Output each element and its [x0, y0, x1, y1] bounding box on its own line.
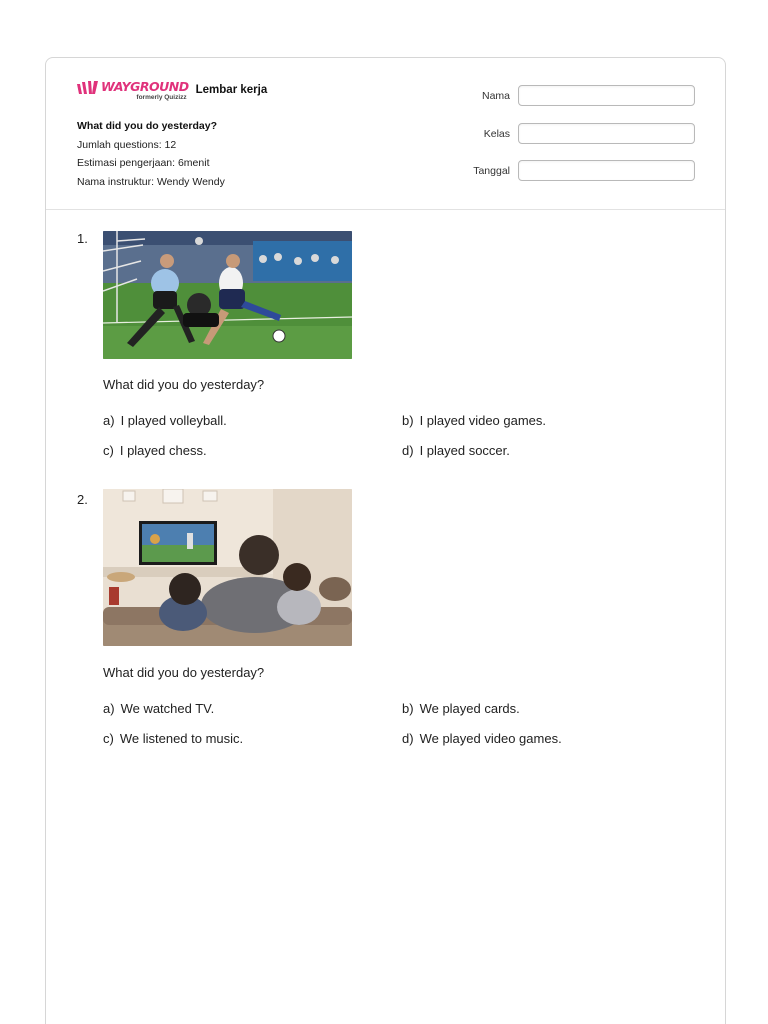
option-c[interactable]	[103, 731, 243, 746]
option-text: I played volleyball.	[120, 413, 227, 428]
option-text: We played video games.	[419, 731, 562, 746]
quiz-meta	[77, 117, 225, 191]
option-b[interactable]	[402, 413, 546, 428]
class-label: Kelas	[483, 127, 510, 140]
question-2	[77, 489, 697, 759]
option-letter: a)	[103, 413, 115, 428]
sheet-type: Lembar kerja	[195, 84, 268, 96]
wayground-mark-icon	[77, 81, 99, 94]
wayground-logo	[77, 80, 189, 101]
option-letter: a)	[103, 701, 115, 716]
option-a[interactable]	[103, 413, 227, 428]
class-field-row	[446, 123, 695, 144]
option-d[interactable]	[402, 443, 510, 458]
class-input[interactable]	[518, 123, 695, 144]
option-letter: d)	[402, 731, 414, 746]
worksheet-header	[46, 58, 725, 210]
name-label: Nama	[481, 89, 510, 102]
option-a[interactable]	[103, 701, 214, 716]
option-letter: b)	[402, 413, 414, 428]
soccer-players-photo	[103, 231, 352, 359]
option-text: I played video games.	[419, 413, 547, 428]
worksheet-page	[45, 57, 726, 1024]
option-text: I played chess.	[119, 443, 207, 458]
brand-subtitle: formerly Quizizz	[136, 94, 187, 101]
question-text: What did you do yesterday?	[103, 377, 265, 392]
question-count: Jumlah questions: 12	[77, 138, 177, 151]
date-field-row	[446, 160, 695, 181]
brand-name: WAYGROUND	[101, 79, 189, 94]
option-letter: b)	[402, 701, 414, 716]
question-number: 1.	[77, 231, 88, 246]
time-estimate: Estimasi pengerjaan: 6menit	[77, 157, 210, 169]
option-d[interactable]	[402, 731, 562, 746]
option-c[interactable]	[103, 443, 207, 458]
quiz-title: What did you do yesterday?	[77, 120, 218, 132]
option-b[interactable]	[402, 701, 520, 716]
date-label: Tanggal	[473, 164, 510, 177]
option-text: I played soccer.	[419, 443, 510, 458]
option-letter: d)	[402, 443, 414, 458]
question-1	[77, 231, 697, 471]
brand	[77, 80, 267, 101]
option-letter: c)	[103, 731, 114, 746]
option-letter: c)	[103, 443, 114, 458]
question-text: What did you do yesterday?	[103, 665, 265, 680]
family-watching-tv-photo	[103, 489, 352, 646]
option-text: We watched TV.	[120, 701, 215, 716]
date-input[interactable]	[518, 160, 695, 181]
name-field-row	[446, 85, 695, 106]
option-text: We listened to music.	[119, 731, 244, 746]
question-number: 2.	[77, 492, 88, 507]
name-input[interactable]	[518, 85, 695, 106]
instructor-name: Nama instruktur: Wendy Wendy	[77, 175, 225, 188]
option-text: We played cards.	[419, 701, 520, 716]
